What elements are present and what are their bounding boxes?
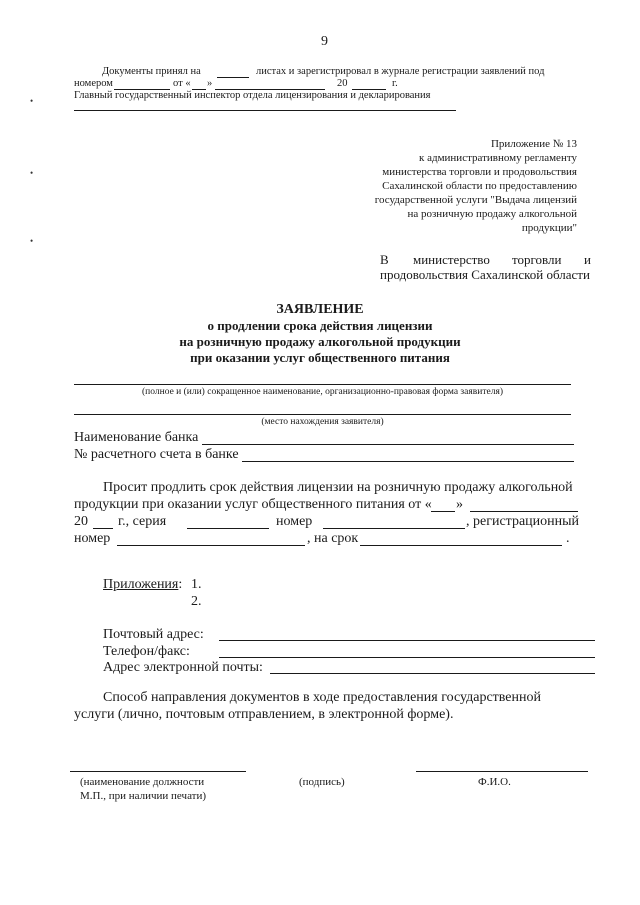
applicant-location-caption: (место нахождения заявителя) (261, 417, 384, 427)
addressee-word-1: В (380, 252, 389, 267)
margin-mark-1: • (30, 96, 34, 106)
request-line1: Просит продлить срок действия лицензии на розничную продажу алкогольной (103, 480, 573, 495)
bank-name-field[interactable] (202, 444, 574, 445)
applicant-location-field[interactable] (74, 414, 571, 415)
appendix-line7: продукции" (521, 222, 577, 234)
signature-position-line[interactable] (70, 771, 246, 772)
appendix-line6: на розничную продажу алкогольной (407, 208, 577, 220)
delivery-method-line2: услуги (лично, почтовым отправлением, в электронной форме). (74, 707, 454, 722)
applicant-name-caption: (полное и (или) сокращенное наименование, организационно-правовая форма заявителя) (142, 387, 503, 397)
margin-mark-2: • (30, 168, 34, 178)
addressee-line2: продовольствия Сахалинской области (380, 267, 590, 282)
header-line1-a: Документы принял на (102, 66, 201, 77)
account-number-label: № расчетного счета в банке (74, 447, 239, 462)
header-inspector-line (74, 110, 456, 111)
header-line2-e: г. (392, 78, 398, 89)
margin-mark-3: • (30, 236, 34, 246)
email-label: Адрес электронной почты: (103, 660, 263, 675)
request-line4-c: . (566, 531, 570, 546)
email-field[interactable] (270, 673, 595, 674)
appendix-line3: министерства торговли и продовольствия (382, 166, 577, 178)
attachments-label: Приложения (103, 577, 179, 592)
request-line3-b: г., серия (118, 514, 167, 529)
document-subtitle-3: при оказании услуг общественного питания (190, 350, 450, 365)
request-line2-a: продукции при оказании услуг общественного питания от « (74, 497, 432, 512)
document-title: ЗАЯВЛЕНИЕ (276, 302, 364, 317)
signature-position-caption-2: М.П., при наличии печати) (80, 790, 207, 802)
appendix-line4: Сахалинской области по предоставлению (382, 180, 577, 192)
addressee-word-4: и (584, 252, 591, 267)
postal-address-label: Почтовый адрес: (103, 627, 204, 642)
account-number-field[interactable] (242, 461, 574, 462)
addressee-word-2: министерство (413, 252, 490, 267)
phone-fax-field[interactable] (219, 657, 595, 658)
attachment-item-1: 1. (191, 577, 202, 592)
request-line4-b: , на срок (307, 531, 359, 546)
request-line3-c: номер (276, 514, 313, 529)
delivery-method-line1: Способ направления документов в ходе предоставления государственной (103, 690, 541, 705)
signature-sign-caption: (подпись) (299, 776, 345, 788)
license-term-field[interactable] (360, 545, 562, 546)
license-day-field[interactable] (431, 511, 455, 512)
registration-number-field[interactable] (117, 545, 305, 546)
signature-position-caption-1: (наименование должности (80, 776, 205, 788)
request-line3-a: 20 (74, 514, 88, 529)
signature-fio-line[interactable] (416, 771, 588, 772)
document-subtitle-1: о продлении срока действия лицензии (207, 318, 433, 333)
postal-address-field[interactable] (219, 640, 595, 641)
header-line2-a: номером (74, 78, 113, 89)
appendix-line5: государственной услуги "Выдача лицензий (374, 194, 577, 206)
header-line1-b: листах и зарегистрировал в журнале регистрации заявлений под (256, 66, 545, 77)
request-line2-b: » (456, 497, 463, 512)
header-line3: Главный государственный инспектор отдела лицензирования и декларирования (74, 90, 431, 101)
applicant-name-field[interactable] (74, 384, 571, 385)
header-line2-d: 20 (337, 78, 348, 89)
request-line3-d: , регистрационный (466, 514, 580, 529)
signature-fio-caption: Ф.И.О. (478, 776, 511, 788)
license-month-field[interactable] (470, 511, 578, 512)
license-series-field[interactable] (187, 528, 269, 529)
addressee-word-3: торговли (512, 252, 562, 267)
phone-fax-label: Телефон/факс: (103, 644, 190, 659)
license-year-field[interactable] (93, 528, 113, 529)
document-subtitle-2: на розничную продажу алкогольной продукции (179, 334, 461, 349)
request-line4-a: номер (74, 531, 111, 546)
page-number: 9 (321, 34, 328, 49)
header-sheets-blank (217, 77, 249, 78)
appendix-line1: Приложение № 13 (490, 138, 577, 150)
header-line2-c: » (207, 78, 213, 89)
attachment-item-2: 2. (191, 594, 202, 609)
license-number-field[interactable] (323, 528, 465, 529)
bank-name-label: Наименование банка (74, 430, 199, 445)
appendix-line2: к административному регламенту (419, 152, 577, 164)
attachments-colon: : (178, 577, 183, 592)
header-line2-b: от « (173, 78, 191, 89)
